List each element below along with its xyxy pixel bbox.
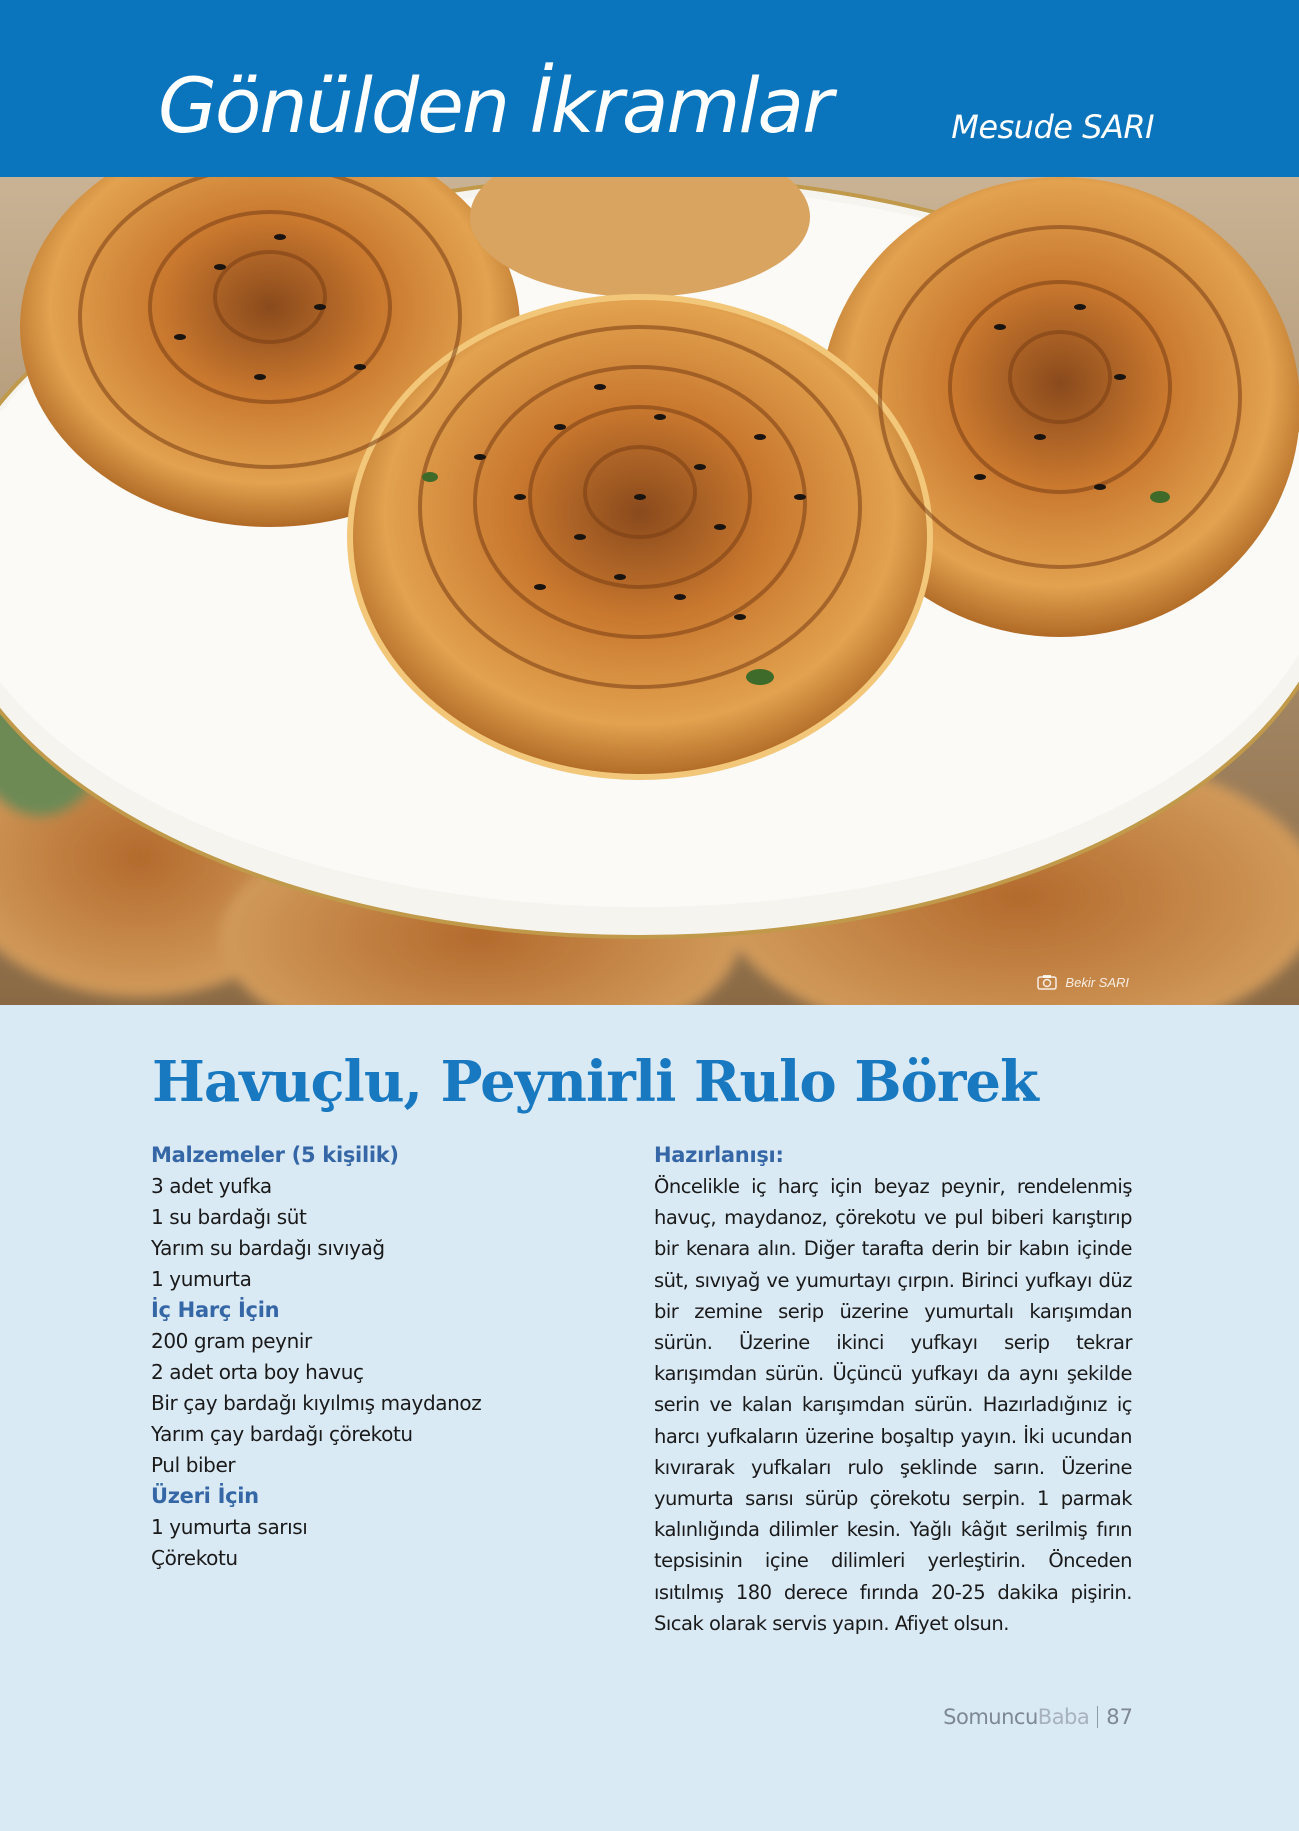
camera-icon — [1037, 974, 1057, 990]
food-illustration — [0, 177, 1299, 1005]
topping-heading: Üzeri İçin — [151, 1484, 259, 1508]
ingredients-column — [151, 1140, 611, 1574]
ingredient-item: 3 adet yufka — [151, 1174, 272, 1198]
header-bar — [0, 0, 1299, 177]
photo-credit — [1037, 974, 1129, 990]
filling-item: Pul biber — [151, 1453, 236, 1477]
photo-credit-name: Bekir SARI — [1065, 974, 1129, 990]
filling-item: Bir çay bardağı kıyılmış maydanoz — [151, 1391, 482, 1415]
brand-part1: Somuncu — [943, 1705, 1038, 1729]
preparation-heading: Hazırlanışı: — [654, 1143, 784, 1167]
ingredient-item: 1 su bardağı süt — [151, 1205, 307, 1229]
page-number: 87 — [1106, 1705, 1133, 1729]
ingredients-heading: Malzemeler (5 kişilik) — [151, 1143, 399, 1167]
recipe-title: Havuçlu, Peynirli Rulo Börek — [152, 1049, 1038, 1115]
topping-item: Çörekotu — [151, 1546, 238, 1570]
preparation-column — [654, 1140, 1132, 1639]
brand-part2: Baba — [1037, 1705, 1090, 1729]
section-title: Gönülden İkramlar — [158, 61, 832, 150]
ingredient-item: 1 yumurta — [151, 1267, 252, 1291]
filling-item: 2 adet orta boy havuç — [151, 1360, 364, 1384]
preparation-text: Öncelikle iç harç için beyaz peynir, rendelenmiş havuç, maydanoz, çörekotu ve pul biberi karıştırıp bir kenara alın. Diğer tarafta derin bir kabın içinde süt, sıvıyağ ve yumurtayı çırpın. Birinci yufkayı düz bir zemine serip üzerine yumurtalı karışımdan sürün. Üzerine ikinci yufkayı serip tekrar karışımdan sürün. Üçüncü yufkayı da aynı şekilde serin ve kalan karışımdan sürün. Hazırladığınız iç harcı yufkaların üzerine boşaltıp yayın. İki ucundan kıvırarak yufkaları rulo şeklinde sarın. Üzerine yumurta sarısı sürüp çörekotu serpin. 1 parmak kalınlığında dilimler kesin. Yağlı kâğıt serilmiş fırın tepsisinin içine dilimleri yerleştirin. Önceden ısıtılmış 180 derece fırında 20-25 dakika pişirin. Sıcak olarak servis yapın. Afiyet olsun. — [654, 1175, 1132, 1635]
filling-item: Yarım çay bardağı çörekotu — [151, 1422, 413, 1446]
footer-divider — [1097, 1706, 1098, 1728]
food-photo — [0, 177, 1299, 1005]
filling-heading: İç Harç İçin — [151, 1298, 280, 1322]
ingredient-item: Yarım su bardağı sıvıyağ — [151, 1236, 385, 1260]
topping-item: 1 yumurta sarısı — [151, 1515, 308, 1539]
author-name: Mesude SARI — [951, 108, 1154, 146]
filling-item: 200 gram peynir — [151, 1329, 312, 1353]
page-footer — [943, 1705, 1133, 1729]
magazine-logo — [943, 1705, 1089, 1729]
